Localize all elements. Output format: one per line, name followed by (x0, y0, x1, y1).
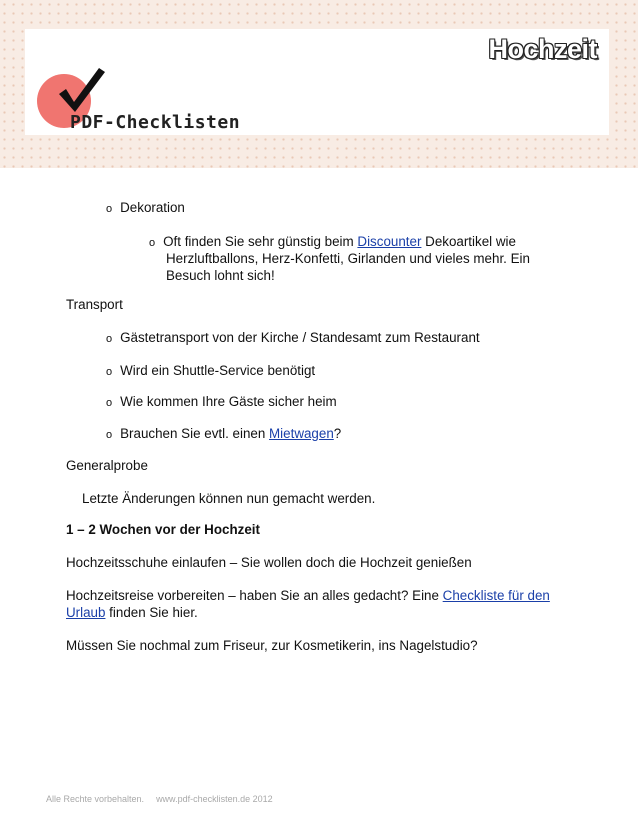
paragraph-friseur: Müssen Sie nochmal zum Friseur, zur Kosmetikerin, ins Nagelstudio? (66, 638, 478, 653)
heading-generalprobe: Generalprobe (66, 458, 148, 473)
generalprobe-text: Letzte Änderungen können nun gemacht werden. (82, 491, 376, 506)
urlaub-link[interactable]: Urlaub (66, 605, 106, 620)
paragraph-schuhe: Hochzeitsschuhe einlaufen – Sie wollen doch die Hochzeit genießen (66, 555, 472, 570)
checkmark-icon (55, 66, 107, 116)
bullet-icon: o (106, 203, 113, 215)
list-item-discounter: o Oft finden Sie sehr günstig beim Discounter Dekoartikel wie (149, 234, 516, 249)
list-item-transport-1: o Gästetransport von der Kirche / Standesamt zum Restaurant (106, 330, 480, 345)
bullet-icon: o (149, 237, 156, 249)
discounter-link[interactable]: Discounter (357, 234, 422, 249)
paragraph-reise-cont: Urlaub finden Sie hier. (66, 605, 198, 620)
bullet-icon: o (106, 366, 113, 378)
bullet-icon: o (106, 333, 113, 345)
logo-text: PDF-Checklisten (70, 112, 241, 133)
list-item-dekoration: o Dekoration (106, 200, 185, 215)
list-item-transport-2: o Wird ein Shuttle-Service benötigt (106, 363, 316, 378)
bullet-icon: o (106, 397, 113, 409)
text-line: Herzluftballons, Herz-Konfetti, Girlanden und vieles mehr. Ein (166, 251, 530, 266)
checkliste-urlaub-link[interactable]: Checkliste für den (442, 588, 550, 603)
heading-transport: Transport (66, 297, 123, 312)
mietwagen-link[interactable]: Mietwagen (269, 426, 334, 441)
text-line: Besuch lohnt sich! (166, 268, 275, 283)
list-item-transport-4: o Brauchen Sie evtl. einen Mietwagen? (106, 426, 342, 441)
footer-site: www.pdf-checklisten.de 2012 (156, 794, 273, 804)
heading-wochen: 1 – 2 Wochen vor der Hochzeit (66, 522, 260, 537)
paragraph-reise: Hochzeitsreise vorbereiten – haben Sie an alles gedacht? Eine Checkliste für den (66, 588, 550, 603)
footer (46, 794, 273, 804)
page-title: Hochzeit (488, 34, 597, 64)
list-item-transport-3: o Wie kommen Ihre Gäste sicher heim (106, 394, 337, 409)
footer-rights: Alle Rechte vorbehalten. (46, 794, 145, 804)
bullet-icon: o (106, 429, 113, 441)
